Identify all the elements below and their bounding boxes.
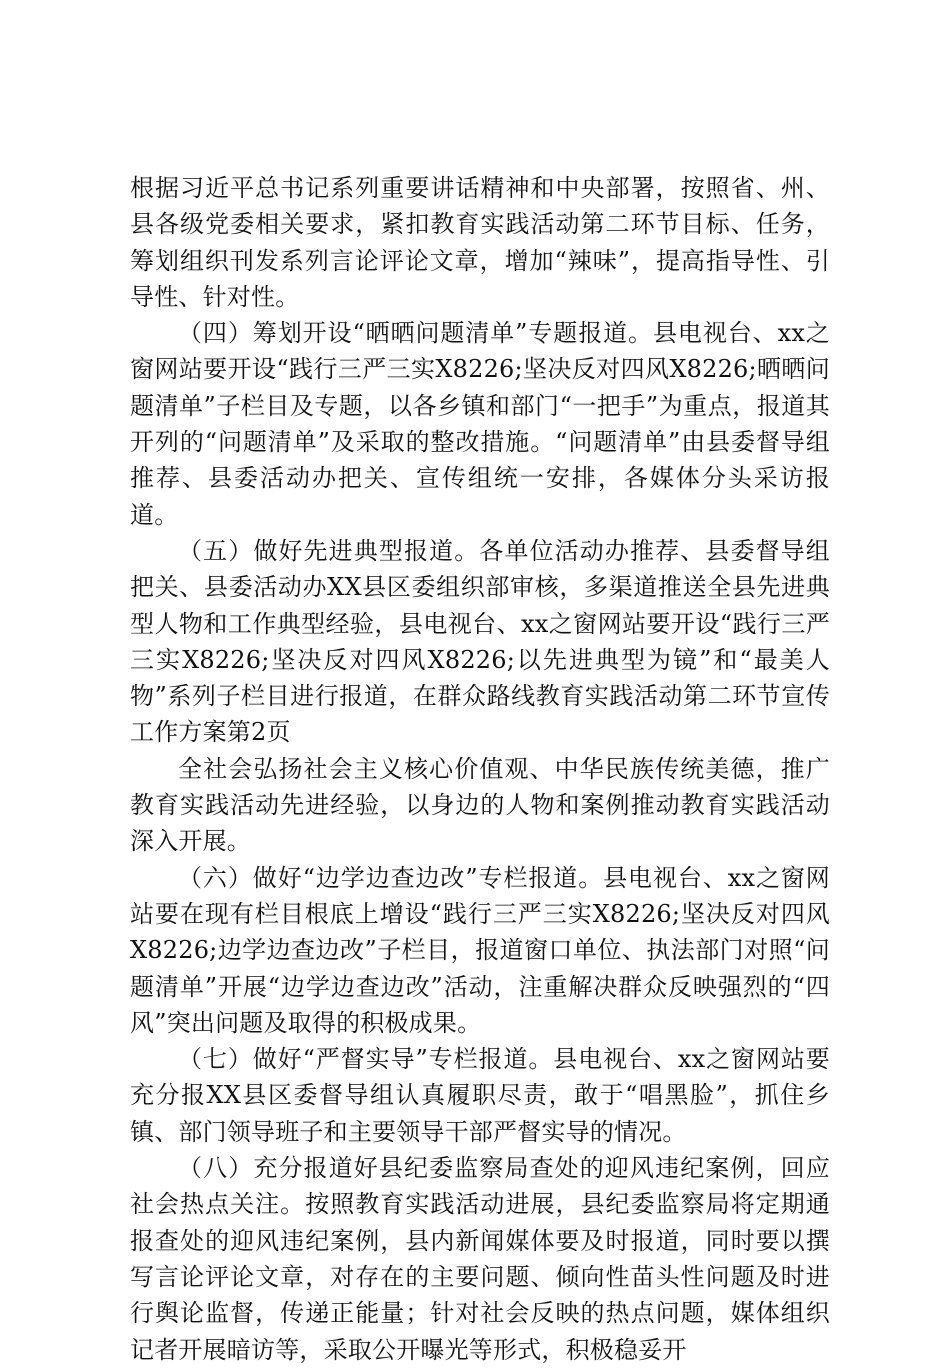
paragraph-learn-check-correct: （六）做好“边学边查边改”专栏报道。县电视台、xx之窗网站要在现有栏目根底上增设“践行三严三实X8226;坚决反对四风X8226;边学边查边改”子栏目，报道窗口单位、执法部门对照“问题清单”开展“边学边查边改”活动，注重解决群众反映强烈的“四风”突出问题及取得的积极成果。	[130, 863, 830, 1037]
paragraph-advanced-model-report: （五）做好先进典型报道。各单位活动办推荐、县委督导组把关、县委活动办XX县区委组织部审核，多渠道推送全县先进典型人物和工作典型经验，县电视台、xx之窗网站要开设“践行三严三实X8226;坚决反对四风X8226;以先进典型为镜”和“最美人物”系列子栏目进行报道，在群众路线教育实践活动第二环节宣传工作方案第2页	[130, 536, 830, 747]
paragraph-discipline-cases: （八）充分报道好县纪委监察局查处的迎风违纪案例，回应社会热点关注。按照教育实践活动进展，县纪委监察局将定期通报查处的迎风违纪案例，县内新闻媒体要及时报道，同时要以撰写言论评论文章，对存在的主要问题、倾向性苗头性问题及时进行舆论监督，传递正能量；针对社会反映的热点问题，媒体组织记者开展暗访等，采取公开曝光等形式，积极稳妥开	[130, 1154, 830, 1364]
paragraph-core-values: 全社会弘扬社会主义核心价值观、中华民族传统美德，推广教育实践活动先进经验，以身边的人物和案例推动教育实践活动深入开展。	[130, 754, 830, 856]
document-body	[130, 170, 830, 1368]
paragraph-guidance: 根据习近平总书记系列重要讲话精神和中央部署，按照省、州、县各级党委相关要求，紧扣教育实践活动第二环节目标、任务，筹划组织刊发系列言论评论文章，增加“辣味”，提高指导性、引导性、针对性。	[130, 174, 830, 311]
paragraph-problem-list-report: （四）筹划开设“晒晒问题清单”专题报道。县电视台、xx之窗网站要开设“践行三严三实X8226;坚决反对四风X8226;晒晒问题清单”子栏目及专题，以各乡镇和部门“一把手”为重点，报道其开列的“问题清单”及采取的整改措施。“问题清单”由县委督导组推荐、县委活动办把关、宣传组统一安排，各媒体分头采访报道。	[130, 319, 830, 529]
paragraph-supervision-report: （七）做好“严督实导”专栏报道。县电视台、xx之窗网站要充分报XX县区委督导组认真履职尽责，敢于“唱黑脸”，抓住乡镇、部门领导班子和主要领导干部严督实导的情况。	[130, 1045, 830, 1146]
